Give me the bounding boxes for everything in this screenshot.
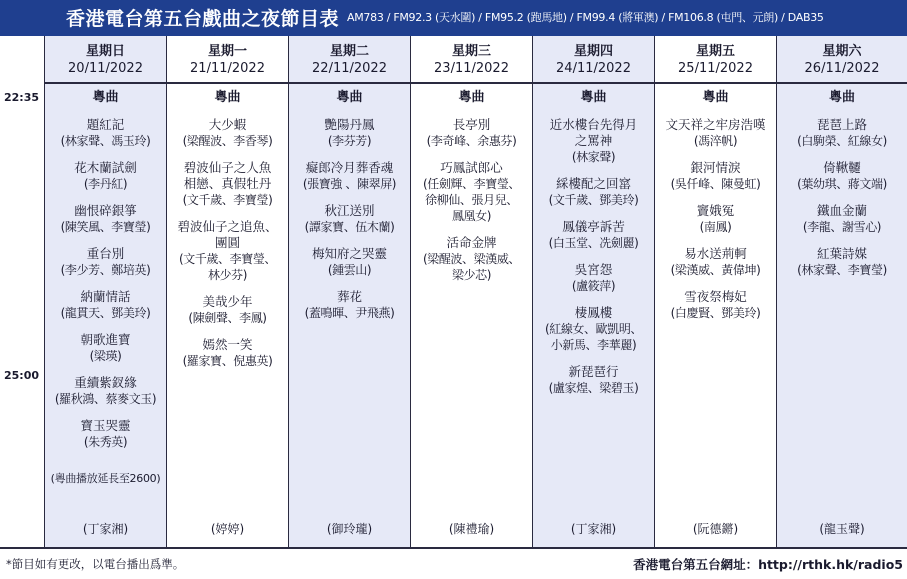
day-name: 星期五	[695, 44, 735, 59]
program-cast: (羅家寶、倪惠英)	[182, 354, 273, 368]
time-column	[0, 36, 44, 547]
day-header	[533, 36, 654, 84]
program-host: (婷婷)	[210, 522, 245, 536]
program-item	[289, 246, 410, 278]
program-host: (丁家湘)	[82, 522, 129, 536]
program-host: (陳禮瑜)	[448, 522, 495, 536]
genre-label: 粵曲	[458, 90, 485, 105]
program-title: 棲鳳樓	[574, 305, 613, 320]
program-item	[167, 219, 288, 283]
program-item	[777, 203, 907, 235]
program-item	[777, 117, 907, 149]
genre-label: 粵曲	[92, 90, 119, 105]
program-title: 銀河情淚	[690, 160, 741, 175]
day-date: 20/11/2022	[68, 61, 143, 76]
program-cast: (李少芳、鄭培英)	[60, 263, 151, 277]
program-cast: (南鳳)	[699, 220, 732, 234]
day-column	[288, 36, 410, 547]
day-header	[45, 36, 166, 84]
program-cast: (任劍輝、李寶瑩、 徐柳仙、張月兒、 鳳凰女)	[422, 177, 521, 223]
mid-time: 25:00	[4, 369, 40, 382]
program-cast: (林家聲)	[571, 150, 616, 164]
program-item	[45, 160, 166, 192]
genre-label: 粵曲	[336, 90, 363, 105]
day-name: 星期日	[85, 44, 125, 59]
program-cast: (梁漢威、黃偉坤)	[670, 263, 761, 277]
program-item	[655, 203, 776, 235]
day-date: 25/11/2022	[678, 61, 753, 76]
program-item	[289, 160, 410, 192]
day-date: 23/11/2022	[434, 61, 509, 76]
day-name: 星期一	[207, 44, 247, 59]
program-cast: (李丹紅)	[83, 177, 128, 191]
program-cast: (陳笑風、李寶瑩)	[60, 220, 151, 234]
program-title: 綵樓配之回窰	[555, 176, 631, 191]
day-column	[532, 36, 654, 547]
program-title: 新琵琶行	[568, 364, 619, 379]
day-date: 21/11/2022	[190, 61, 265, 76]
program-item	[167, 117, 288, 149]
program-title: 美哉少年	[202, 294, 253, 309]
day-column	[44, 36, 166, 547]
program-cast: (林家聲、馮玉玲)	[60, 134, 151, 148]
program-title: 葬花	[336, 289, 362, 304]
program-host: (阮德鏘)	[692, 522, 739, 536]
program-title: 吳宮怨	[574, 262, 613, 277]
day-header	[411, 36, 532, 84]
day-date: 22/11/2022	[312, 61, 387, 76]
program-item	[655, 160, 776, 192]
program-cast: (張寶強 、陳翠屏)	[302, 177, 397, 191]
program-title: 大少蝦	[208, 117, 247, 132]
program-title: 鐵血金蘭	[816, 203, 867, 218]
day-header	[655, 36, 776, 84]
program-cast: (文千歲、鄧美玲)	[548, 193, 639, 207]
day-date: 26/11/2022	[804, 61, 880, 76]
program-cast: (紅線女、歐凱明、 小新馬、李華麗)	[544, 322, 643, 352]
day-column	[776, 36, 907, 547]
program-title: 碧波仙子之追魚、 團圓	[177, 219, 278, 250]
program-cast: (葉幼琪、蔣文端)	[797, 177, 887, 191]
program-cast: (白駒榮、紅線女)	[797, 134, 887, 148]
program-cast: (盧筱萍)	[571, 279, 616, 293]
day-header	[167, 36, 288, 84]
program-item	[411, 117, 532, 149]
program-title: 重台別	[86, 246, 125, 261]
program-item	[533, 176, 654, 208]
genre-label: 粵曲	[702, 90, 729, 105]
page-header	[0, 0, 907, 34]
day-name: 星期三	[451, 44, 491, 59]
program-title: 琵琶上路	[816, 117, 867, 132]
program-cast: (盧家煌、梁碧玉)	[548, 381, 639, 395]
frequency-list: AM783 / FM92.3 (天水圍) / FM95.2 (跑馬地) / FM99.4 (將軍澳) / FM106.8 (屯門、元朗) / DAB35	[347, 11, 824, 24]
program-cast: (李龍、謝雪心)	[802, 220, 882, 234]
day-header	[289, 36, 410, 84]
program-item	[45, 203, 166, 235]
page-title: 香港電台第五台戲曲之夜節目表	[66, 7, 340, 30]
program-title: 竇娥冤	[696, 203, 735, 218]
program-cast: (梁醒波、梁漢威、 梁少芯)	[422, 252, 521, 282]
program-item	[45, 289, 166, 321]
program-cast: (蓋鳴暉、尹飛燕)	[304, 306, 395, 320]
program-item	[533, 117, 654, 165]
program-item	[533, 364, 654, 396]
program-title: 幽恨碎銀箏	[74, 203, 137, 218]
program-item	[777, 160, 907, 192]
program-item	[655, 117, 776, 149]
program-cast: (鍾雲山)	[327, 263, 372, 277]
day-column	[654, 36, 776, 547]
day-column	[166, 36, 288, 547]
website-link[interactable]: 香港電台第五台網址：http://rthk.hk/radio5	[633, 557, 903, 572]
program-item	[533, 262, 654, 294]
day-name: 星期二	[329, 44, 369, 59]
program-cast: (李芬芳)	[327, 134, 372, 148]
program-title: 雪夜祭梅妃	[684, 289, 747, 304]
program-cast: (梁瑛)	[89, 349, 122, 363]
genre-label: 粵曲	[214, 90, 241, 105]
program-title: 長亭別	[452, 117, 491, 132]
program-item	[167, 294, 288, 326]
program-item	[167, 337, 288, 369]
program-title: 近水樓台先得月 之罵神	[549, 117, 638, 148]
program-title: 易水送荊軻	[684, 246, 747, 261]
schedule-grid	[0, 34, 907, 547]
page-footer	[0, 547, 907, 579]
extension-note: (粵曲播放延長至2600)	[50, 472, 161, 485]
program-item	[533, 219, 654, 251]
day-date: 24/11/2022	[556, 61, 631, 76]
program-cast: (白慶賢、鄧美玲)	[670, 306, 761, 320]
program-item	[167, 160, 288, 208]
program-item	[45, 418, 166, 450]
program-cast: (羅秋鴻、蔡麥文玉)	[54, 392, 157, 406]
program-item	[45, 375, 166, 407]
program-title: 朝歌進寶	[80, 332, 131, 347]
program-title: 秋江送別	[324, 203, 375, 218]
program-title: 題紅記	[86, 117, 125, 132]
program-title: 紅葉詩媒	[816, 246, 867, 261]
program-title: 倚鞦韆	[823, 160, 861, 175]
program-cast: (白玉堂、冼劍麗)	[548, 236, 639, 250]
program-title: 納蘭情話	[80, 289, 131, 304]
program-cast: (陳劍聲、李鳳)	[188, 311, 267, 325]
program-title: 重續紫釵緣	[74, 375, 137, 390]
program-title: 花木蘭試劍	[74, 160, 137, 175]
program-cast: (吳仟峰、陳曼虹)	[670, 177, 761, 191]
program-item	[411, 235, 532, 283]
program-item	[777, 246, 907, 278]
day-column	[410, 36, 532, 547]
program-title: 梅知府之哭靈	[311, 246, 387, 261]
program-cast: (林家聲、李寶瑩)	[797, 263, 887, 277]
program-item	[411, 160, 532, 224]
program-title: 巧鳳試郎心	[440, 160, 503, 175]
program-title: 活命金牌	[446, 235, 497, 250]
program-cast: (文千歲、李寶瑩、 林少芬)	[178, 252, 277, 282]
program-item	[45, 117, 166, 149]
program-title: 文天祥之牢房浩嘆	[665, 117, 766, 132]
start-time: 22:35	[4, 91, 40, 104]
day-name: 星期四	[573, 44, 613, 59]
program-host: (龍玉聲)	[819, 522, 865, 536]
genre-label: 粵曲	[828, 90, 855, 105]
program-title: 寶玉哭靈	[80, 418, 131, 433]
program-cast: (馮淬帆)	[693, 134, 738, 148]
genre-label: 粵曲	[580, 90, 607, 105]
program-cast: (李奇峰、余惠芬)	[426, 134, 517, 148]
program-item	[533, 305, 654, 353]
disclaimer-note: *節目如有更改，以電台播出爲準。	[6, 557, 185, 571]
program-title: 癡郎冷月葬香魂	[305, 160, 394, 175]
day-name: 星期六	[822, 44, 862, 59]
program-item	[289, 289, 410, 321]
program-cast: (文千歲、李寶瑩)	[182, 193, 273, 207]
program-item	[289, 203, 410, 235]
program-item	[45, 332, 166, 364]
program-item	[289, 117, 410, 149]
program-title: 艷陽丹鳳	[324, 117, 375, 132]
program-item	[655, 246, 776, 278]
program-item	[655, 289, 776, 321]
program-cast: (譚家寶、伍木蘭)	[304, 220, 395, 234]
program-title: 嫣然一笑	[202, 337, 253, 352]
program-host: (御玲瓏)	[326, 522, 373, 536]
program-cast: (梁醒波、李香琴)	[182, 134, 273, 148]
program-item	[45, 246, 166, 278]
day-header	[777, 36, 907, 84]
program-host: (丁家湘)	[570, 522, 617, 536]
program-title: 碧波仙子之人魚 相戀、真假牡丹	[183, 160, 272, 191]
program-cast: (龍貫天、鄧美玲)	[60, 306, 151, 320]
program-cast: (朱秀英)	[83, 435, 128, 449]
program-title: 鳳儀亭訴苦	[562, 219, 625, 234]
